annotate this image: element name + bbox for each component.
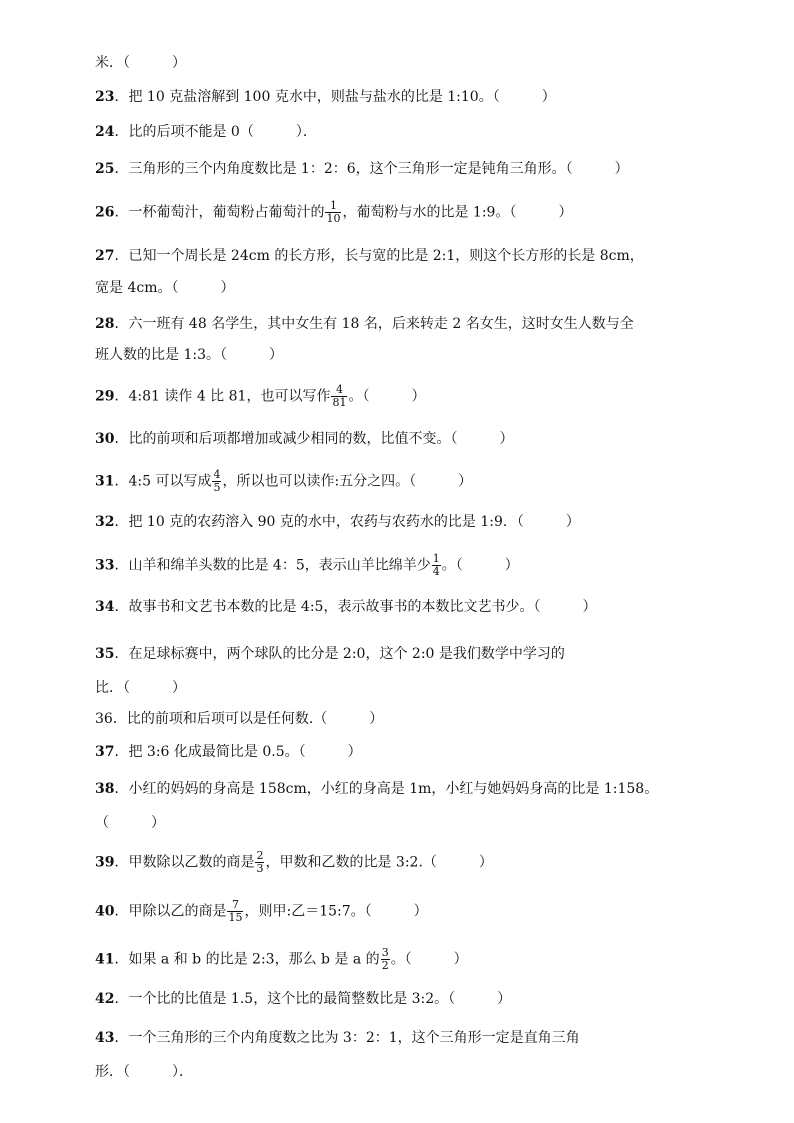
question-27: 27．已知一个周长是 24cm 的长方形，长与宽的比是 2:1，则这个长方形的长是 8cm， xyxy=(95,248,644,264)
question-41: 41．如果 a 和 b 的比是 2:3，那么 b 是 a 的 $\frac{3}{2}$ 。（ ） xyxy=(95,946,468,972)
question-29: 29．4:81 读作 4 比 81，也可以写作 $\frac{4}{81}$ 。（ ） xyxy=(95,383,426,409)
question-26: 26．一杯葡萄汁，葡萄粉占葡萄汁的 $\frac{1}{10}$ ，葡萄粉与水的比是 1:9。（ ） xyxy=(95,199,573,225)
question-38-continued: （ ） xyxy=(95,815,165,831)
question-38: 38．小红的妈妈的身高是 158cm，小红的身高是 1m，小红与她妈妈身高的比是 1:158。 xyxy=(95,781,659,797)
fraction: $\frac{1}{4}$ xyxy=(432,552,440,578)
fraction: $\frac{7}{15}$ xyxy=(228,898,243,924)
question-39: 39．甲数除以乙数的商是 $\frac{2}{3}$ ，甲数和乙数的比是 3:2.（ ） xyxy=(95,849,493,875)
question-36: 36．比的前项和后项可以是任何数.（ ） xyxy=(95,711,384,727)
fraction: $\frac{3}{2}$ xyxy=(381,946,389,972)
question-34: 34．故事书和文艺书本数的比是 4:5，表示故事书的本数比文艺书少。（ ） xyxy=(95,599,597,615)
question-24: 24．比的后项不能是 0（ ）． xyxy=(95,124,317,140)
question-28: 28．六一班有 48 名学生，其中女生有 18 名，后来转走 2 名女生，这时女生人数与全 xyxy=(95,316,634,332)
question-42: 42．一个比的比值是 1.5，这个比的最简整数比是 3:2。（ ） xyxy=(95,991,512,1007)
question-23: 23．把 10 克盐溶解到 100 克水中，则盐与盐水的比是 1:10。（ ） xyxy=(95,89,556,105)
question-27-continued: 宽是 4cm。（ ） xyxy=(95,280,235,296)
question-40: 40．甲除以乙的商是 $\frac{7}{15}$ ，则甲:乙＝15:7。（ ） xyxy=(95,898,428,924)
fraction: $\frac{4}{81}$ xyxy=(332,383,347,409)
fraction: $\frac{4}{5}$ xyxy=(213,468,221,494)
question-25: 25．三角形的三个内角度数比是 1：2：6，这个三角形一定是钝角三角形。（ ） xyxy=(95,161,629,177)
question-28-continued: 班人数的比是 1:3。（ ） xyxy=(95,347,283,363)
question-35: 35．在足球标赛中，两个球队的比分是 2:0，这个 2:0 是我们数学中学习的 xyxy=(95,646,565,662)
fraction: $\frac{1}{10}$ xyxy=(326,199,341,225)
question-22-tail: 米．（ ） xyxy=(95,55,186,71)
question-35-continued: 比．（ ） xyxy=(95,680,186,696)
question-33: 33．山羊和绵羊头数的比是 4：5，表示山羊比绵羊少 $\frac{1}{4}$ 。（ ） xyxy=(95,552,519,578)
question-43-continued: 形．（ ）． xyxy=(95,1064,193,1080)
question-43: 43．一个三角形的三个内角度数之比为 3：2：1，这个三角形一定是直角三角 xyxy=(95,1030,580,1046)
question-30: 30．比的前项和后项都增加或减少相同的数，比值不变。（ ） xyxy=(95,431,514,447)
fraction: $\frac{2}{3}$ xyxy=(256,849,264,875)
question-31: 31．4:5 可以写成 $\frac{4}{5}$ ，所以也可以读作:五分之四。（ ） xyxy=(95,468,473,494)
question-32: 32．把 10 克的农药溶入 90 克的水中，农药与农药水的比是 1:9．（ ） xyxy=(95,514,580,530)
question-37: 37．把 3:6 化成最简比是 0.5。（ ） xyxy=(95,744,362,760)
